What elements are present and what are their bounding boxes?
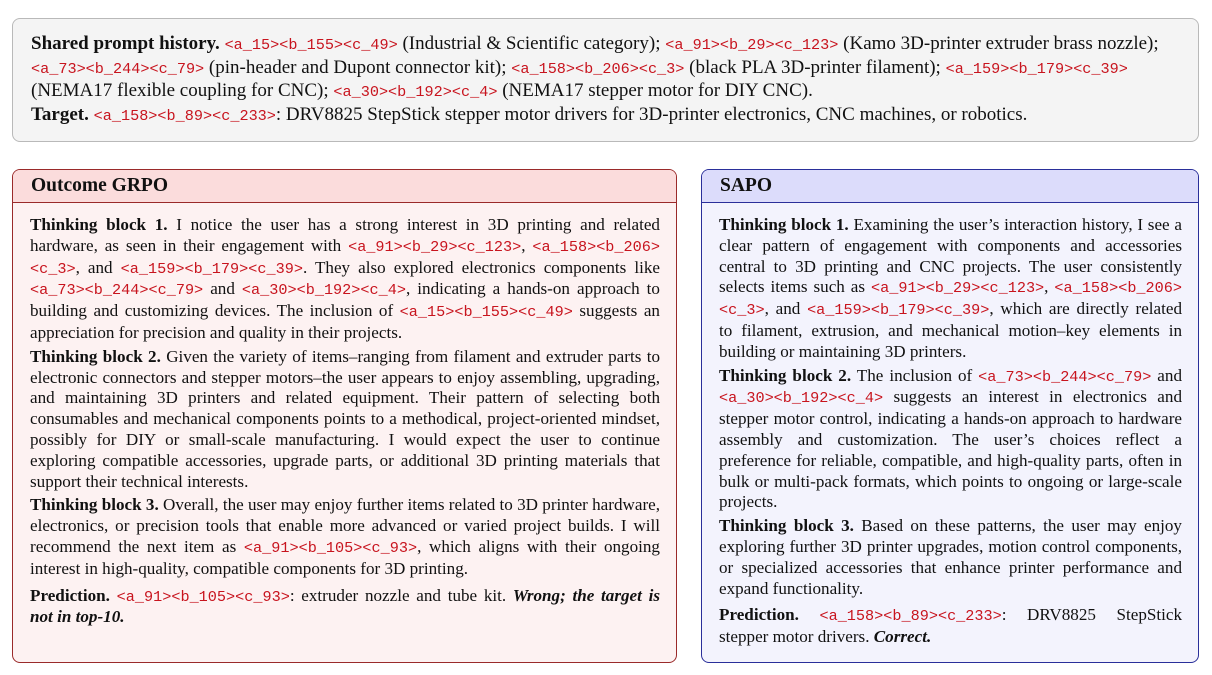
- sapo-b2-text-3: suggests an interest in electronics and stepper motor control, indicating a hands-on approach to hardware assembly and customization. The user’s choices reflect a preference for reliable, compatible, and high-quality parts, often in bulk or multi-pack formats, which points to ongoing or large-scale projects.: [719, 387, 1182, 512]
- grpo-b1-text-3: , and: [75, 257, 121, 277]
- grpo-b1-token-6: <a_15><b_155><c_49>: [399, 303, 573, 322]
- grpo-b3-text-1: Overall, the user may enjoy further items related to 3D printer hardware, electronics, or precision tools that enable more advanced or varied project builds. I will recommend the next item as: [30, 495, 660, 556]
- grpo-b1-token-1: <a_91><b_29><c_123>: [348, 237, 522, 256]
- history-token-5: <a_159><b_179><c_39>: [945, 59, 1128, 78]
- sapo-b1-token-3: <a_159><b_179><c_39>: [807, 301, 990, 320]
- sapo-b2-text-1: The inclusion of: [851, 365, 979, 385]
- grpo-prediction: [30, 586, 660, 629]
- history-token-1: <a_15><b_155><c_49>: [224, 36, 398, 54]
- grpo-thinking-block-3: [30, 495, 660, 579]
- sapo-b1-token-2: <a_158><b_206><c_3>: [719, 279, 1183, 320]
- history-token-4: <a_158><b_206><c_3>: [511, 59, 685, 78]
- history-desc-4: (black PLA 3D-printer filament);: [684, 56, 946, 78]
- target-token: <a_158><b_89><c_233>: [93, 106, 276, 125]
- sapo-b2-token-2: <a_30><b_192><c_4>: [719, 389, 884, 408]
- grpo-b1-text-7: suggests an appreciation for precision and quality in their projects.: [30, 301, 660, 342]
- sapo-prediction: [719, 605, 1182, 648]
- grpo-thinking-block-2: [30, 347, 660, 493]
- history-token-3: <a_73><b_244><c_79>: [31, 59, 205, 78]
- history-token-2: <a_91><b_29><c_123>: [665, 36, 839, 54]
- grpo-b3-token-1: <a_91><b_105><c_93>: [243, 538, 418, 557]
- prompt-history-box: [12, 18, 1199, 142]
- sapo-b1-text-4: , which are directly related to filament, extrusion, and mechanical motion–key elements in building or maintaining 3D printers.: [719, 299, 1182, 361]
- grpo-b1-token-3: <a_159><b_179><c_39>: [120, 259, 303, 278]
- history-token-6: <a_30><b_192><c_4>: [333, 83, 498, 101]
- grpo-b1-token-5: <a_30><b_192><c_4>: [241, 281, 406, 300]
- grpo-b1-text-4: . They also explored electronics components like: [302, 257, 660, 277]
- grpo-prediction-token: <a_91><b_105><c_93>: [116, 587, 290, 606]
- grpo-verdict: Wrong; the target is not in top-10.: [30, 585, 661, 627]
- grpo-b1-token-4: <a_73><b_244><c_79>: [30, 281, 204, 300]
- grpo-prediction-label: Prediction.: [30, 585, 110, 605]
- sapo-b2-text-2: and: [1151, 365, 1182, 385]
- sapo-prediction-label: Prediction.: [719, 605, 799, 625]
- sapo-panel-title: SAPO: [702, 170, 1198, 203]
- sapo-thinking-block-1: [719, 215, 1182, 363]
- sapo-b1-text-1: Examining the user’s interaction history, I see a clear pattern of engagement with components and accessories central to 3D printing and CNC projects. The user consistently selects items such as: [719, 215, 1182, 297]
- target-label: Target.: [31, 103, 89, 125]
- grpo-thinking-block-1: [30, 215, 660, 344]
- history-desc-1: (Industrial & Scientific category);: [397, 33, 666, 54]
- grpo-block-2-label: Thinking block 2.: [30, 346, 161, 366]
- sapo-verdict: Correct.: [873, 627, 932, 647]
- grpo-prediction-text: : extruder nozzle and tube kit.: [289, 585, 513, 605]
- sapo-prediction-token: <a_158><b_89><c_233>: [819, 607, 1002, 626]
- sapo-b2-token-1: <a_73><b_244><c_79>: [978, 367, 1152, 386]
- history-desc-3: (pin-header and Dupont connector kit);: [204, 56, 512, 78]
- grpo-b1-text-1: I notice the user has a strong interest in 3D printing and related hardware, as seen in their engagement with: [30, 215, 660, 255]
- grpo-b1-text-2: ,: [521, 235, 533, 255]
- sapo-block-2-label: Thinking block 2.: [719, 365, 852, 385]
- history-desc-6: (NEMA17 stepper motor for DIY CNC).: [497, 80, 813, 101]
- sapo-b1-text-3: , and: [764, 299, 808, 319]
- sapo-b1-text-2: ,: [1044, 277, 1055, 297]
- sapo-panel-body: [702, 203, 1198, 648]
- sapo-thinking-block-3: [719, 516, 1182, 599]
- sapo-block-3-label: Thinking block 3.: [719, 516, 854, 536]
- grpo-block-3-label: Thinking block 3.: [30, 495, 159, 515]
- sapo-thinking-block-2: [719, 366, 1182, 514]
- grpo-b2-text: Given the variety of items–ranging from filament and extruder parts to electronic connectors and stepper motors–the user appears to enjoy assembling, upgrading, and maintaining 3D printers and related equipment. Their pattern of selecting both consumables and mechanical components points to a methodical, project-oriented mindset, possibly for DIY or small-scale manufacturing. I would expect the user to continue exploring compatible accessories, upgrade parts, or additional 3D printing materials that support their technical interests.: [30, 346, 660, 491]
- history-label: Shared prompt history.: [31, 33, 220, 54]
- history-desc-5: (NEMA17 flexible coupling for CNC);: [31, 80, 334, 101]
- grpo-panel-title: Outcome GRPO: [13, 170, 676, 203]
- grpo-b1-text-6: , indicating a hands-on approach to building and customizing devices. The inclusion of: [30, 279, 660, 321]
- sapo-prediction-text: : DRV8825 StepStick stepper motor drivers.: [719, 605, 1183, 647]
- grpo-panel-body: [13, 203, 676, 628]
- sapo-b1-token-1: <a_91><b_29><c_123>: [871, 279, 1045, 298]
- grpo-b3-text-2: , which aligns with their ongoing interest in high-quality, compatible components for 3D printing.: [30, 536, 660, 578]
- sapo-block-1-label: Thinking block 1.: [719, 215, 849, 234]
- sapo-b3-text: Based on these patterns, the user may enjoy exploring further 3D printer upgrades, motion control components, or specialized accessories that enhance printer performance and expand functionality.: [719, 516, 1182, 598]
- history-desc-2: (Kamo 3D-printer extruder brass nozzle);: [838, 33, 1159, 54]
- sapo-panel: [701, 169, 1199, 663]
- grpo-b1-token-2: <a_158><b_206><c_3>: [30, 237, 660, 278]
- grpo-panel: [12, 169, 677, 663]
- grpo-b1-text-5: and: [203, 279, 242, 299]
- target-desc: : DRV8825 StepStick stepper motor drivers for 3D-printer electronics, CNC machines, or robotics.: [275, 103, 1028, 125]
- grpo-block-1-label: Thinking block 1.: [30, 215, 168, 234]
